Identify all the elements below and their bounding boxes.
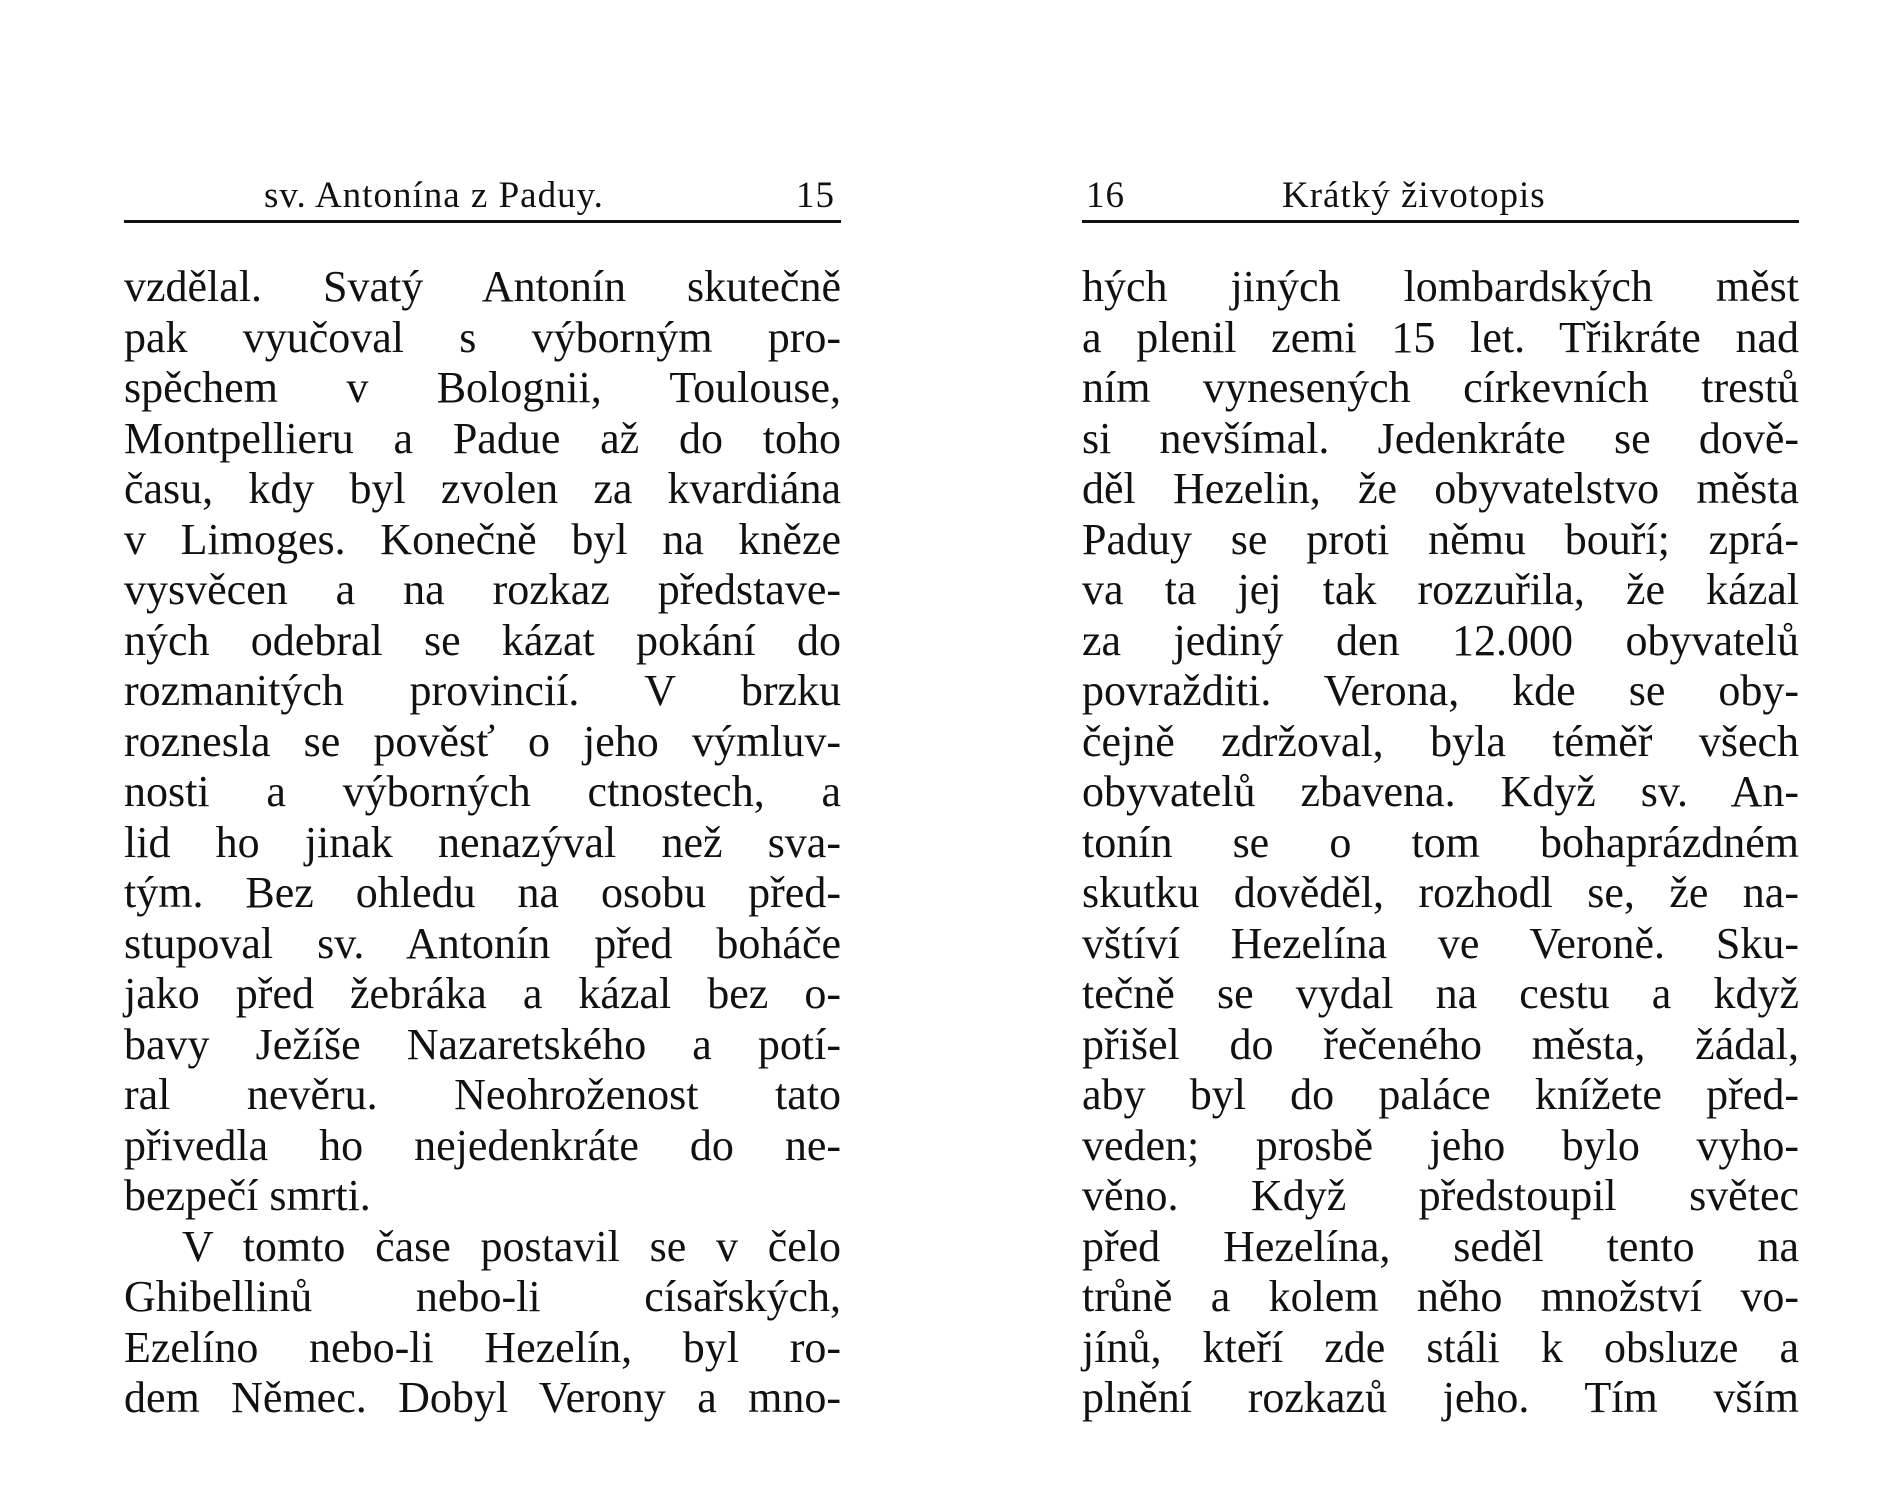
text-line: jínů, kteří zde stáli k obsluze a bbox=[1082, 1322, 1799, 1372]
text-line: času, kdy byl zvolen za kvardiána bbox=[124, 464, 841, 513]
left-page bbox=[124, 0, 841, 1500]
text-line: va ta jej tak rozzuřila, že kázal bbox=[1082, 565, 1799, 614]
text-line: v Limoges. Konečně byl na kněze bbox=[124, 514, 841, 564]
text-line: skutku dověděl, rozhodl se, že na- bbox=[1082, 868, 1799, 917]
text-line: lid ho jinak nenazýval než sva- bbox=[124, 817, 841, 867]
text-line: ral nevěru. Neohroženost tato bbox=[124, 1070, 841, 1119]
text-line: přišel do řečeného města, žádal, bbox=[1082, 1019, 1799, 1069]
text-line: povražditi. Verona, kde se oby- bbox=[1082, 666, 1799, 715]
text-line: roznesla se pověsť o jeho výmluv- bbox=[124, 716, 841, 766]
text-line: Ezelíno nebo-li Hezelín, byl ro- bbox=[124, 1322, 841, 1372]
header-rule bbox=[124, 220, 841, 223]
text-line: za jediný den 12.000 obyvatelů bbox=[1082, 615, 1799, 665]
text-line: spěchem v Bolognii, Toulouse, bbox=[124, 363, 841, 412]
text-line: Paduy se proti němu bouří; zprá- bbox=[1082, 514, 1799, 564]
text-line: veden; prosbě jeho bylo vyho- bbox=[1082, 1120, 1799, 1170]
text-line: hých jiných lombardských měst bbox=[1082, 262, 1799, 311]
text-line: dem Němec. Dobyl Verony a mno- bbox=[124, 1373, 841, 1422]
page-number: 15 bbox=[796, 175, 835, 216]
text-line: věno. Když předstoupil světec bbox=[1082, 1171, 1799, 1220]
text-line: Ghibellinů nebo-li císařských, bbox=[124, 1272, 841, 1321]
text-line: čejně zdržoval, byla téměř všech bbox=[1082, 716, 1799, 766]
text-line: před Hezelína, seděl tento na bbox=[1082, 1221, 1799, 1271]
text-line: vštíví Hezelína ve Veroně. Sku- bbox=[1082, 918, 1799, 968]
header-rule bbox=[1082, 220, 1799, 223]
right-page bbox=[1082, 0, 1799, 1500]
text-line: ním vynesených církevních trestů bbox=[1082, 363, 1799, 412]
right-page-text bbox=[1082, 262, 1799, 1424]
text-line: bavy Ježíše Nazaretského a potí- bbox=[124, 1019, 841, 1069]
text-line: bezpečí smrti. bbox=[124, 1171, 371, 1220]
right-page-header bbox=[1082, 168, 1799, 228]
text-line: aby byl do paláce knížete před- bbox=[1082, 1070, 1799, 1119]
text-line: trůně a kolem něho množství vo- bbox=[1082, 1272, 1799, 1321]
text-line: obyvatelů zbavena. Když sv. An- bbox=[1082, 767, 1799, 816]
text-line: tonín se o tom bohaprázdném bbox=[1082, 817, 1799, 867]
page-number: 16 bbox=[1086, 175, 1125, 216]
text-line: jako před žebráka a kázal bez o- bbox=[124, 969, 841, 1018]
text-line: rozmanitých provincií. V brzku bbox=[124, 666, 841, 715]
text-line: vzdělal. Svatý Antonín skutečně bbox=[124, 262, 841, 311]
text-line: vysvěcen a na rozkaz představe- bbox=[124, 565, 841, 614]
left-page-header bbox=[124, 168, 841, 228]
text-line: Montpellieru a Padue až do toho bbox=[124, 413, 841, 463]
text-line: nosti a výborných ctnostech, a bbox=[124, 767, 841, 816]
text-line: děl Hezelin, že obyvatelstvo města bbox=[1082, 464, 1799, 513]
text-line: V tomto čase postavil se v čelo bbox=[182, 1221, 841, 1271]
running-title: Krátký životopis bbox=[1282, 175, 1546, 216]
text-line: přivedla ho nejedenkráte do ne- bbox=[124, 1120, 841, 1170]
text-line: tým. Bez ohledu na osobu před- bbox=[124, 868, 841, 917]
text-line: si nevšímal. Jedenkráte se dově- bbox=[1082, 413, 1799, 463]
text-line: plnění rozkazů jeho. Tím vším bbox=[1082, 1373, 1799, 1422]
text-line: pak vyučoval s výborným pro- bbox=[124, 312, 841, 362]
text-line: tečně se vydal na cestu a když bbox=[1082, 969, 1799, 1018]
running-title: sv. Antonína z Paduy. bbox=[264, 175, 604, 216]
text-line: a plenil zemi 15 let. Třikráte nad bbox=[1082, 312, 1799, 362]
text-line: stupoval sv. Antonín před boháče bbox=[124, 918, 841, 968]
left-page-text bbox=[124, 262, 841, 1424]
text-line: ných odebral se kázat pokání do bbox=[124, 615, 841, 665]
